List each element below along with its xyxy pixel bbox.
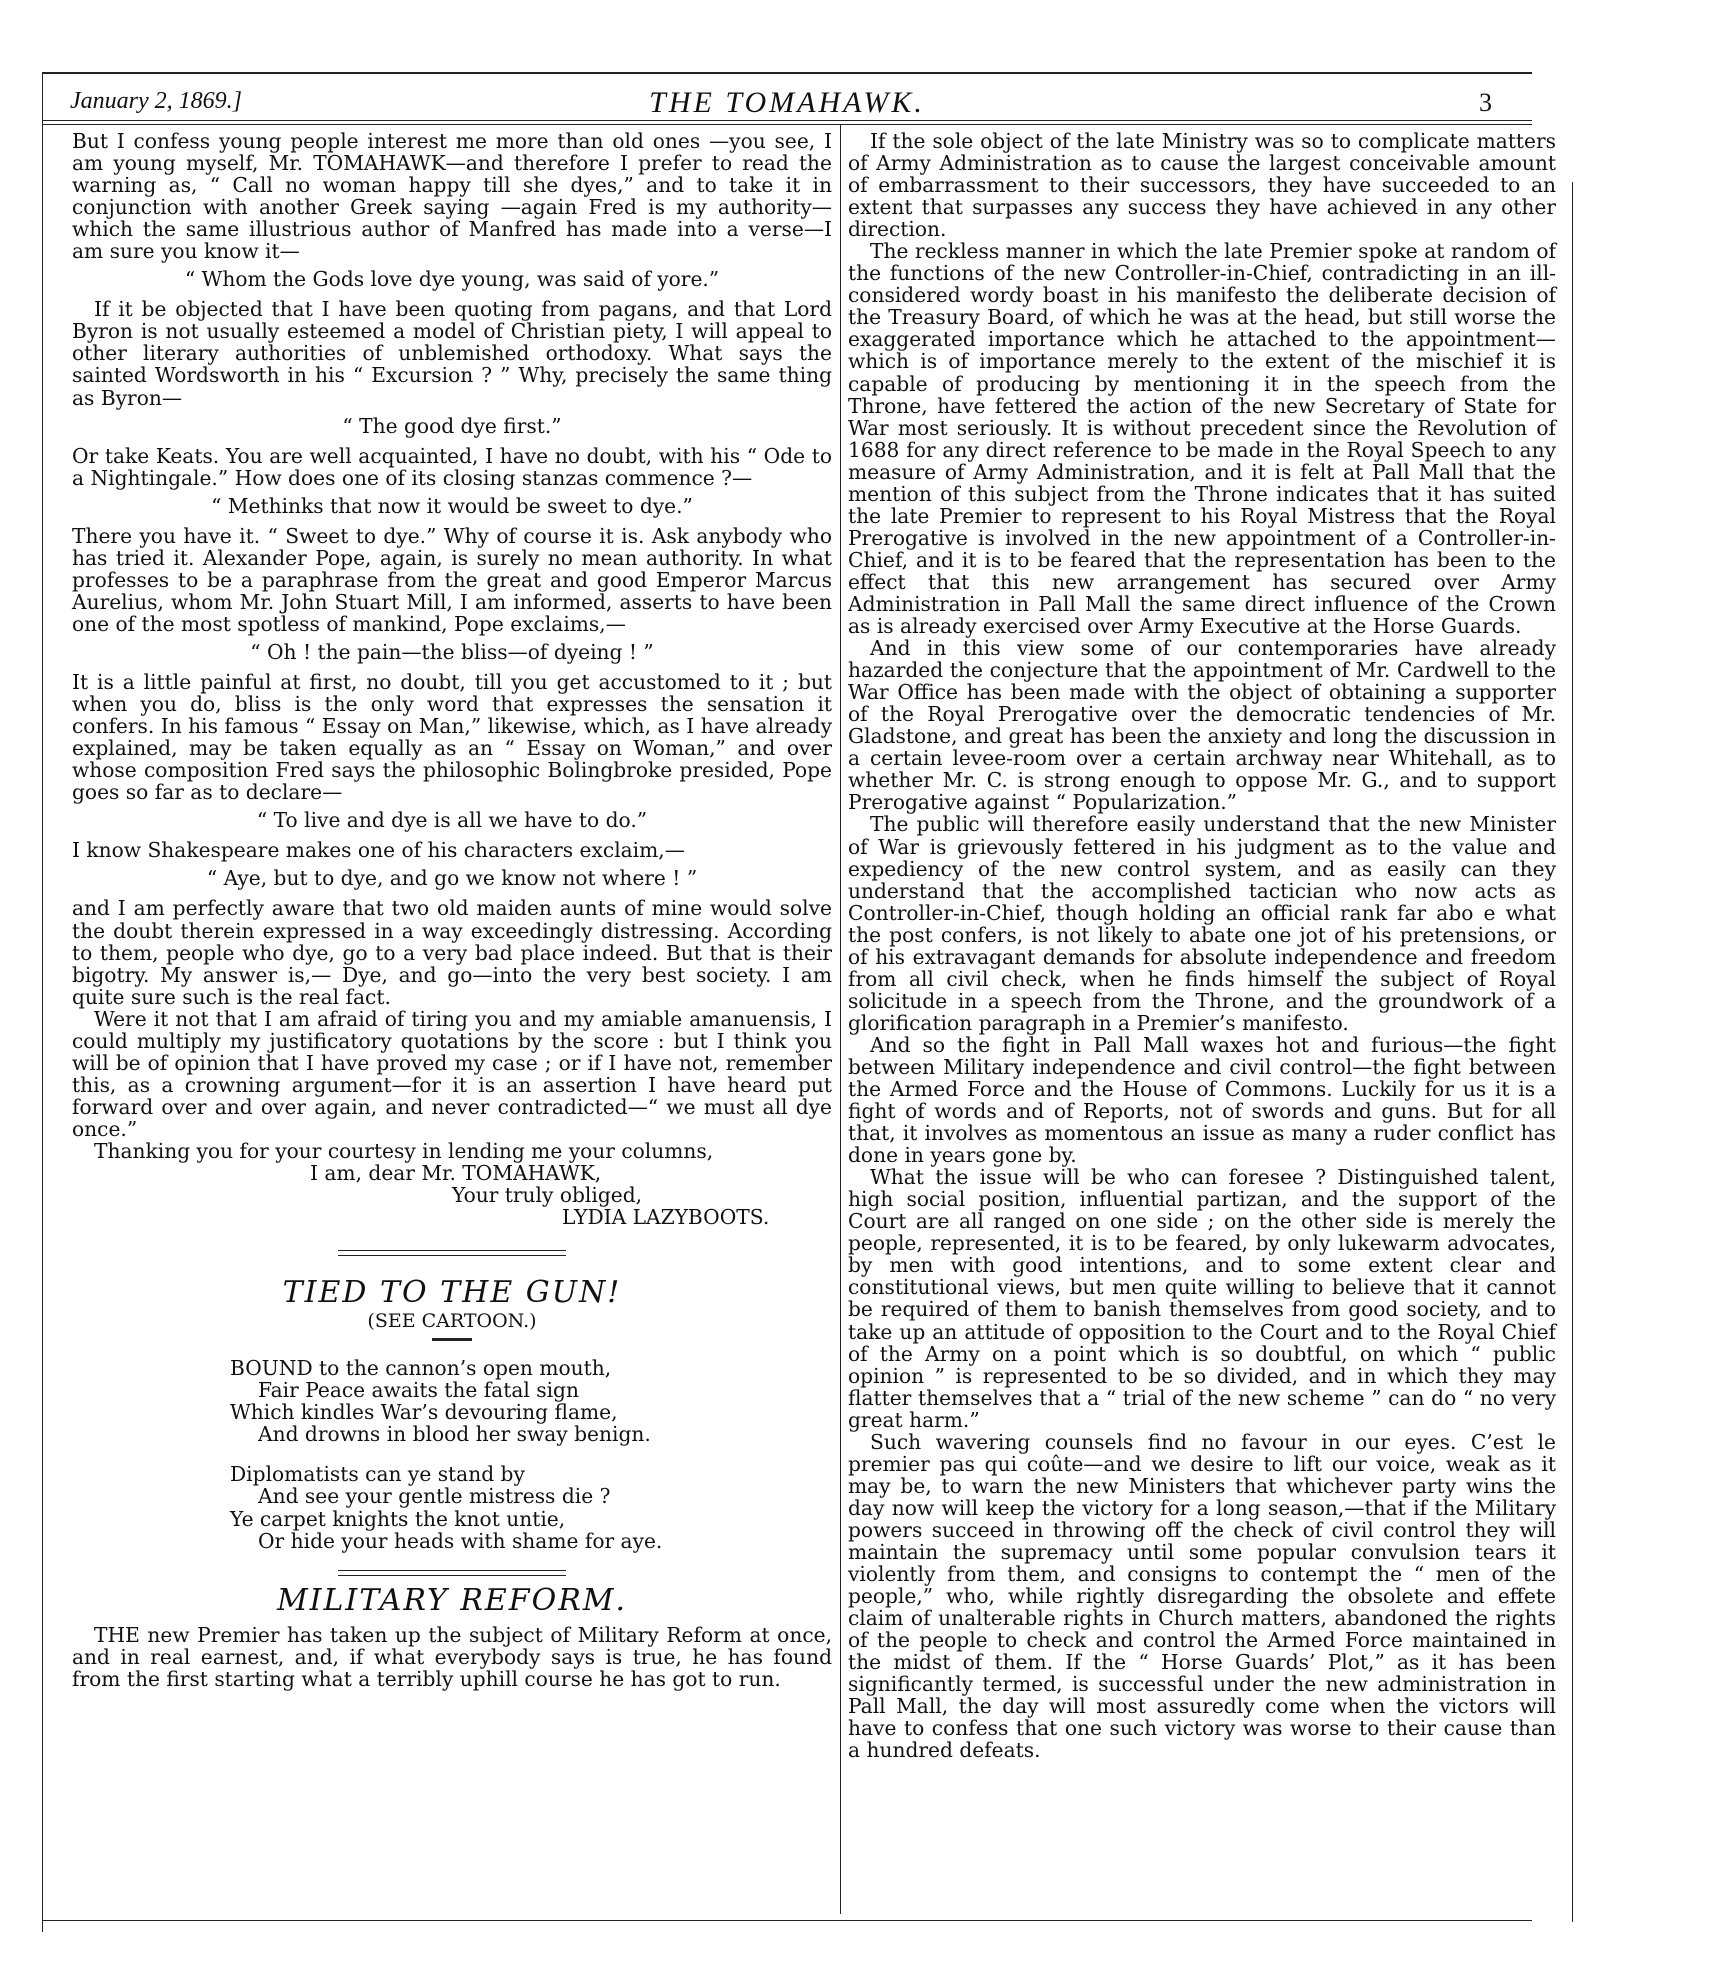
article-paragraph: THE new Premier has taken up the subject of Military Reform at once, and in real earnest, and, if what everybody says is true, he has found from the first starting what a terribly uphill course he has got to run.: [72, 1622, 832, 1691]
quotation: “ To live and dye is all we have to do.”: [256, 808, 648, 833]
quotation: “ The good dye first.”: [342, 413, 562, 438]
signature-line: I am, dear Mr. TOMAHAWK,: [310, 1161, 602, 1186]
article-paragraph: and I am perfectly aware that two old maiden aunts of mine would solve the doubt therein expressed in a way exceedingly distressing. According to them, people who dye, go to a very bad place indeed. But that is their bigotry. My answer is,— Dye, and go—into the very best society. I am quite sure such is the real fact.: [72, 896, 832, 1009]
article-paragraph: There you have it. “ Sweet to dye.” Why of course it is. Ask anybody who has tried it. Alexander Pope, again, is surely no mean authority. In what professes to be a paraphrase from the great and good Emperor Marcus Aurelius, whom Mr. John Stuart Mill, I am informed, asserts to have been one of the most spotless of mankind, Pope exclaims,—: [72, 523, 832, 636]
short-rule: [432, 1338, 472, 1341]
section-divider: [338, 1250, 566, 1256]
article-paragraph: If it be objected that I have been quoting from pagans, and that Lord Byron is not usually esteemed a model of Christian piety, I will appeal to other literary authorities of unblemished orthodoxy. What says the sainted Wordsworth in his “ Excursion ? ” Why, precisely the same thing as Byron—: [72, 297, 832, 410]
poem-line: Ye carpet knights the knot untie,: [230, 1506, 566, 1531]
poem-line: Fair Peace awaits the fatal sign: [258, 1378, 579, 1403]
top-rule: [42, 72, 1532, 74]
poem-stanza: [72, 1463, 832, 1551]
page-header: [42, 86, 1532, 120]
article-paragraph: Or take Keats. You are well acquainted, I have no doubt, with his “ Ode to a Nightingale.” How does one of its closing stanzas commence ?—: [72, 443, 832, 490]
poem: [72, 1357, 832, 1551]
header-rule-inner: [42, 124, 1532, 125]
quotation: “ Oh ! the pain—the bliss—of dyeing ! ”: [250, 639, 654, 664]
header-date: January 2, 1869.]: [70, 88, 242, 114]
header-title: THE TOMAHAWK.: [649, 86, 925, 119]
article-paragraph: I know Shakespeare makes one of his characters exclaim,—: [72, 838, 685, 863]
newspaper-page: [42, 72, 1556, 1932]
section-divider: [338, 1570, 566, 1576]
article-paragraph: Such wavering counsels find no favour in our eyes. C’est le premier pas qui coûte—and we desire to lift our voice, weak as it may be, to warn the new Ministers that whichever party wins the day now will keep the victory for a long season,—that if the Military powers succeed in throwing off the check of civil control they will maintain the supremacy until some popular convulsion tears it violently from them, and consigns to contempt the “ men of the people,” who, while rightly disregarding the obsolete and effete claim of unalterable rights in Church matters, abandoned the rights of the people to check and control the Armed Force maintained in the midst of them. If the “ Horse Guards’ Plot,” as it has been significantly termed, is successful under the new administration in Pall Mall, the day will most assuredly come when the victors will have to confess that one such victory was worse to their cause than a hundred defeats.: [848, 1429, 1556, 1763]
quotation: “ Methinks that now it would be sweet to dye.”: [211, 493, 693, 518]
section-heading: TIED TO THE GUN!: [282, 1275, 622, 1311]
article-paragraph: And in this view some of our contemporaries have already hazarded the conjecture that the appointment of Mr. Cardwell to the War Office has been made with the object of obtaining a supporter of the Royal Prerogative over the democratic tendencies of Mr. Gladstone, and great has been the anxiety and long the discussion in a certain levee-room over a certain archway near Whitehall, as to whether Mr. C. is strong enough to oppose Mr. G., and to support Prerogative against “ Popularization.”: [848, 636, 1556, 815]
column-divider: [840, 124, 841, 1914]
header-page-number: 3: [1479, 88, 1492, 117]
poem-line: Diplomatists can ye stand by: [230, 1462, 525, 1487]
right-column: [848, 130, 1556, 1761]
article-paragraph: The public will therefore easily understand that the new Minister of War is grievously fettered in his judgment as to the value and expediency of the new control system, and as easily can they understand that the accomplished tactician who now acts as Controller-in-Chief, though holding an official rank far abo e what the post confers, is not likely to abate one jot of his pretensions, or of his extravagant demands for absolute independence and freedom from all civil check, when he finds himself the subject of Royal solicitude in a speech from the Throne, and the groundwork of a glorification paragraph in a Premier’s manifesto.: [848, 812, 1556, 1035]
article-paragraph: It is a little painful at first, no doubt, till you get accustomed to it ; but when you do, bliss is the only word that expresses the sensation it confers. In his famous “ Essay on Man,” likewise, which, as I have already explained, may be taken equally as an “ Essay on Woman,” and over whose composition Fred says the philosophic Bolingbroke presided, Pope goes so far as to declare—: [72, 670, 832, 805]
quotation: “ Whom the Gods love dye young, was said of yore.”: [184, 267, 720, 292]
article-paragraph: Were it not that I am afraid of tiring you and my amiable amanuensis, I could multiply my justificatory quotations by the score : but I think you will be of opinion that I have proved my case ; or if I have not, remember this, as a crowning argument—for it is an assertion I have heard put forward over and over again, and never contradicted—“ we must all dye once.”: [72, 1006, 832, 1141]
poem-line: Or hide your heads with shame for aye.: [258, 1528, 663, 1553]
quotation: “ Aye, but to dye, and go we know not where ! ”: [206, 866, 698, 891]
section-subheading: (SEE CARTOON.): [367, 1310, 537, 1333]
article-paragraph: What the issue will be who can foresee ? Distinguished talent, high social position, influential partizan, and the support of the Court are all ranged on one side ; on the other side is merely the people, represented, it is to be feared, by only lukewarm advocates, by men with good intentions, and to some extent clear and constitutional views, but men quite willing to believe that it cannot be required of them to banish themselves from good society, and to take up an attitude of opposition to the Court and to the Royal Chief of the Army on a point which is so doubtful, on which “ public opinion ” is represented to be so divided, and in which they may flatter themselves that a “ trial of the new scheme ” can do “ no very great harm.”: [848, 1165, 1556, 1432]
article-paragraph: If the sole object of the late Ministry was so to complicate matters of Army Administration as to cause the largest conceivable amount of embarrassment to their successors, they have succeeded to an extent that surpasses any success they have achieved in any other direction.: [848, 129, 1556, 242]
left-border: [42, 72, 43, 1932]
right-border: [1572, 182, 1573, 1922]
section-heading: MILITARY REFORM.: [276, 1582, 628, 1618]
poem-line: Which kindles War’s devouring flame,: [230, 1400, 618, 1425]
article-paragraph: And so the fight in Pall Mall waxes hot and furious—the fight between Military independence and civil control—the fight between the Armed Force and the House of Commons. Luckily for us it is a fight of words and of Reports, not of swords and guns. But for all that, it involves as momentous an issue as many a ruder conflict has done in years gone by.: [848, 1032, 1556, 1168]
article-paragraph: The reckless manner in which the late Premier spoke at random of the functions of the new Controller-in-Chief, contradicting in an ill-considered wordy boast in his manifesto the deliberate decision of the Treasury Board, of which he was at the head, but still worse the exaggerated importance which he attached to the appointment—which is of importance merely to the extent of the mischief it is capable of producing by mentioning it in the speech from the Throne, have fettered the action of the new Secretary of State for War most seriously. It is without precedent since the Revolution of 1688 for any direct reference to be made in the Royal Speech to any measure of Army Administration, and it is felt at Pall Mall that the mention of this subject from the Throne indicates that it has suited the late Premier to represent to his Royal Mistress that the Royal Prerogative is involved in the new appointment of a Controller-in-Chief, and it is to be feared that the representation has been to the effect that this new arrangement has secured over Army Administration in Pall Mall the same direct influence of the Crown as is already exercised over Army Executive at the Horse Guards.: [848, 239, 1556, 639]
poem-stanza: [72, 1357, 832, 1445]
poem-line: And drowns in blood her sway benign.: [258, 1422, 651, 1447]
signature-line: Your truly obliged,: [452, 1183, 643, 1208]
article-paragraph: But I confess young people interest me more than old ones —you see, I am young myself, Mr. TOMAHAWK—and therefore I prefer to read the warning as, “ Call no woman happy till she dyes,” and to take it in conjunction with another Greek saying —again Fred is my authority—which the same illustrious author of Manfred has made into a verse—I am sure you know it—: [72, 129, 832, 264]
article-paragraph: Thanking you for your courtesy in lending me your columns,: [94, 1138, 714, 1163]
left-column: [72, 130, 832, 1690]
bottom-rule: [42, 1920, 1532, 1921]
poem-line: And see your gentle mistress die ?: [258, 1484, 611, 1509]
header-rule: [42, 120, 1532, 121]
signature-name: LYDIA LAZYBOOTS.: [562, 1205, 770, 1230]
poem-line: BOUND to the cannon’s open mouth,: [230, 1356, 612, 1381]
